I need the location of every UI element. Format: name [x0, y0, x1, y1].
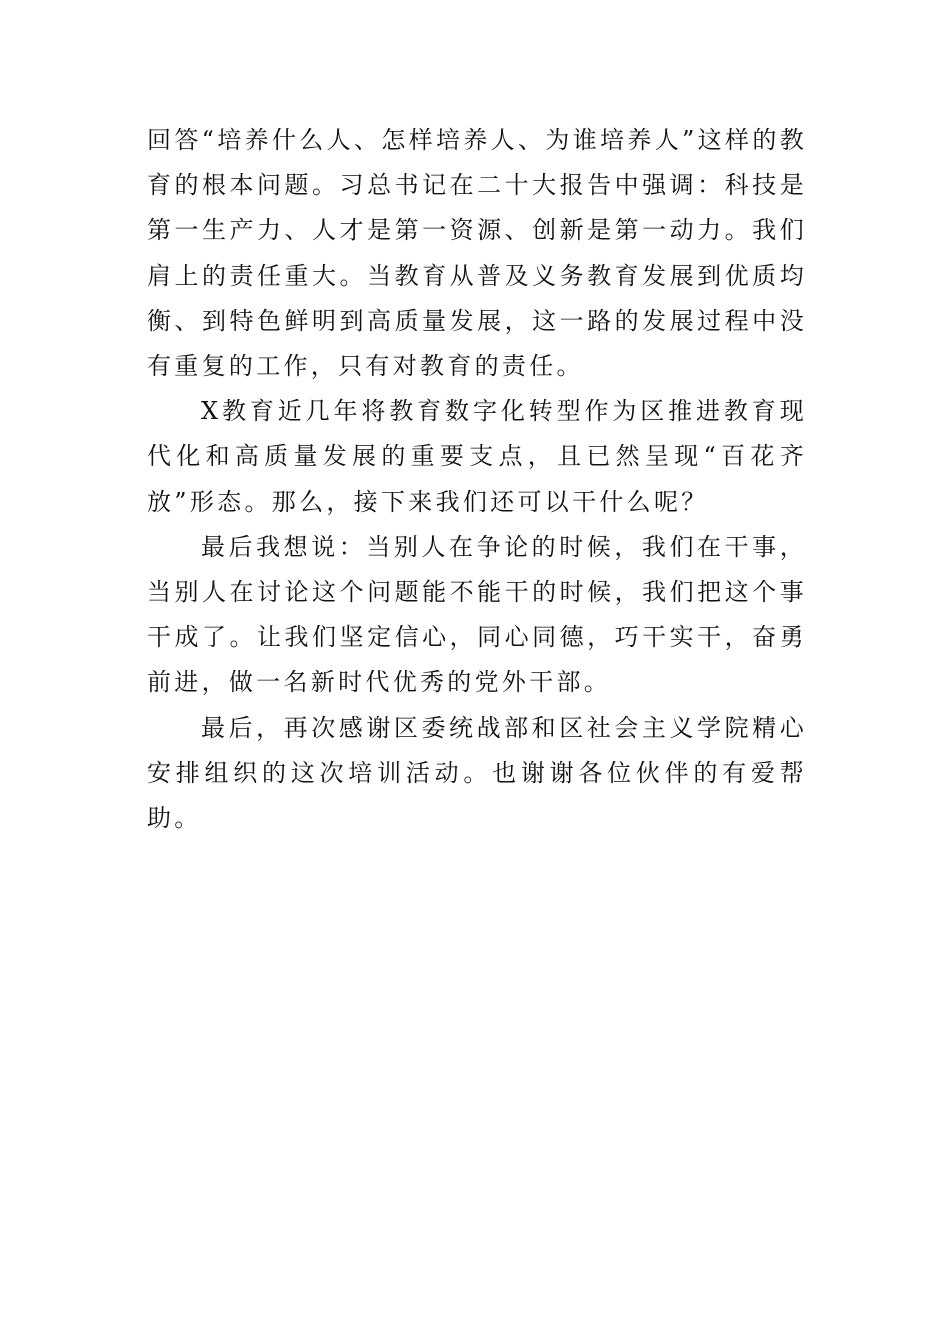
paragraph-closing-remarks: 最后我想说：当别人在争论的时候，我们在干事，当别人在讨论这个问题能不能干的时候，我们把这个事干成了。让我们坚定信心，同心同德，巧干实干，奋勇前进，做一名新时代优秀的党外干部。 [147, 532, 807, 697]
document-body [147, 118, 807, 841]
paragraph-thanks: 最后，再次感谢区委统战部和区社会主义学院精心安排组织的这次培训活动。也谢谢各位伙伴的有爱帮助。 [147, 713, 807, 833]
paragraph-digital-transformation: X教育近几年将教育数字化转型作为区推进教育现代化和高质量发展的重要支点，且已然呈现“百花齐放”形态。那么，接下来我们还可以干什么呢？ [147, 397, 807, 516]
paragraph-continuation: 回答“培养什么人、怎样培养人、为谁培养人”这样的教育的根本问题。习总书记在二十大报告中强调：科技是第一生产力、人才是第一资源、创新是第一动力。我们肩上的责任重大。当教育从普及义务教育发展到优质均衡、到特色鲜明到高质量发展，这一路的发展过程中没有重复的工作，只有对教育的责任。 [147, 126, 807, 381]
